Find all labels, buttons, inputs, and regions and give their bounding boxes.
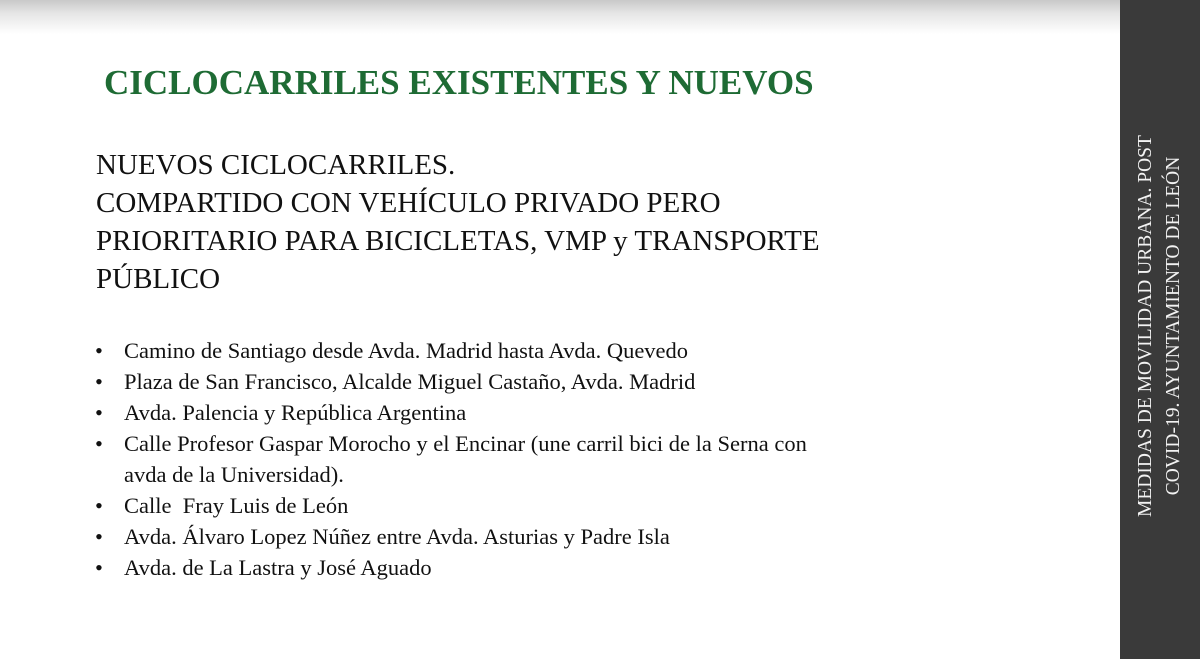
subtitle-line: COMPARTIDO CON VEHÍCULO PRIVADO PERO	[96, 187, 721, 219]
subtitle-line: NUEVOS CICLOCARRILES.	[96, 149, 456, 181]
bullet-dot: •	[95, 431, 103, 456]
bullet-item	[92, 552, 1092, 583]
subtitle-block	[96, 146, 1096, 298]
bullet-list	[92, 335, 1092, 583]
sidebar-caption-line: MEDIDAS DE MOVILIDAD URBANA. POST	[1135, 135, 1156, 517]
sidebar-caption	[1132, 56, 1188, 596]
bullet-item	[92, 397, 1092, 428]
bullet-text: Avda. Palencia y República Argentina	[124, 400, 467, 425]
bullet-text: Calle Fray Luis de León	[124, 493, 349, 518]
subtitle-line: PRIORITARIO PARA BICICLETAS, VMP y TRANSPORTE	[96, 225, 820, 257]
bullet-text: Avda. Álvaro Lopez Núñez entre Avda. Asturias y Padre Isla	[124, 524, 670, 549]
bullet-text: Camino de Santiago desde Avda. Madrid hasta Avda. Quevedo	[124, 338, 689, 363]
bullet-dot: •	[95, 400, 103, 425]
side-bar	[1120, 0, 1200, 659]
bullet-item	[92, 490, 1092, 521]
bullet-item	[92, 521, 1092, 552]
subtitle-line: PÚBLICO	[96, 263, 221, 295]
bullet-dot: •	[95, 338, 103, 363]
bullet-dot: •	[95, 493, 103, 518]
bullet-text: Avda. de La Lastra y José Aguado	[124, 555, 432, 580]
bullet-item	[92, 366, 1092, 397]
slide-title: CICLOCARRILES EXISTENTES Y NUEVOS	[104, 63, 814, 102]
sidebar-caption-line: COVID-19. AYUNTAMIENTO DE LEÓN	[1163, 156, 1184, 496]
bullet-dot: •	[95, 369, 103, 394]
bullet-dot: •	[95, 555, 103, 580]
top-shadow	[0, 0, 1120, 34]
bullet-dot: •	[95, 524, 103, 549]
bullet-text: Calle Profesor Gaspar Morocho y el Encinar (une carril bici de la Serna con	[124, 431, 807, 456]
bullet-text: Plaza de San Francisco, Alcalde Miguel Castaño, Avda. Madrid	[124, 369, 696, 394]
bullet-item	[92, 428, 1092, 490]
bullet-item	[92, 335, 1092, 366]
bullet-text-continued: avda de la Universidad).	[124, 462, 344, 487]
